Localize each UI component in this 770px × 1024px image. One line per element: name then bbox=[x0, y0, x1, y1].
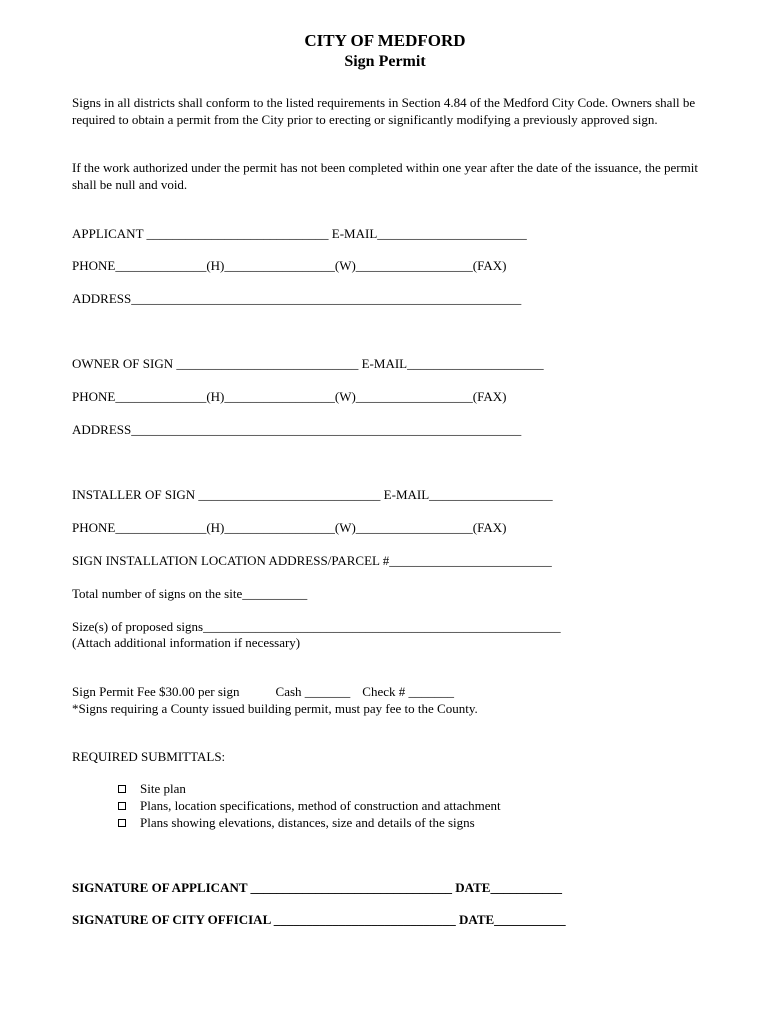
applicant-name-email-field[interactable]: APPLICANT ____________________________ E-MAIL_______________________ bbox=[72, 226, 527, 241]
list-item bbox=[118, 780, 501, 797]
checkbox-icon[interactable] bbox=[118, 819, 126, 827]
city-title: CITY OF MEDFORD bbox=[304, 31, 466, 50]
list-item bbox=[118, 797, 501, 814]
submittals-heading: REQUIRED SUBMITTALS: bbox=[72, 749, 226, 764]
installation-location-field[interactable]: SIGN INSTALLATION LOCATION ADDRESS/PARCEL #_________________________ bbox=[72, 553, 552, 568]
submittals-list bbox=[118, 780, 501, 831]
submittal-label: Plans, location specifications, method of construction and attachment bbox=[140, 797, 501, 813]
owner-name-email-field[interactable]: OWNER OF SIGN ____________________________ E-MAIL_____________________ bbox=[72, 356, 544, 371]
attach-note: (Attach additional information if necessary) bbox=[72, 635, 301, 650]
total-signs-field[interactable]: Total number of signs on the site__________ bbox=[72, 586, 308, 601]
applicant-address-field[interactable]: ADDRESS____________________________________________________________ bbox=[72, 291, 522, 306]
submittal-label: Site plan bbox=[140, 780, 186, 796]
intro-paragraph-1: Signs in all districts shall conform to the listed requirements in Section 4.84 of the Medford City Code. Owners shall be required to obtain a permit from the City prior to erecting or significantly modifying a previously approved sign. bbox=[72, 95, 696, 127]
list-item bbox=[118, 814, 501, 831]
owner-address-field[interactable]: ADDRESS____________________________________________________________ bbox=[72, 422, 522, 437]
fee-label: Sign Permit Fee $30.00 per sign bbox=[72, 684, 240, 699]
installer-name-email-field[interactable]: INSTALLER OF SIGN ____________________________ E-MAIL___________________ bbox=[72, 487, 553, 502]
fee-note: *Signs requiring a County issued building permit, must pay fee to the County. bbox=[72, 701, 478, 716]
city-official-signature-field[interactable]: SIGNATURE OF CITY OFFICIAL ____________________________ DATE___________ bbox=[72, 912, 566, 927]
submittal-label: Plans showing elevations, distances, size and details of the signs bbox=[140, 814, 475, 830]
check-field[interactable]: Check # _______ bbox=[362, 684, 455, 699]
intro-paragraph-2: If the work authorized under the permit has not been completed within one year after the date of the issuance, the permit shall be null and void. bbox=[72, 160, 698, 192]
fee-row bbox=[72, 684, 454, 700]
form-title: Sign Permit bbox=[344, 53, 426, 70]
checkbox-icon[interactable] bbox=[118, 785, 126, 793]
applicant-phone-field[interactable]: PHONE______________(H)_________________(W)__________________(FAX) bbox=[72, 258, 507, 273]
installer-phone-field[interactable]: PHONE______________(H)_________________(W)__________________(FAX) bbox=[72, 520, 507, 535]
owner-phone-field[interactable]: PHONE______________(H)_________________(W)__________________(FAX) bbox=[72, 389, 507, 404]
cash-field[interactable]: Cash _______ bbox=[275, 684, 351, 699]
applicant-signature-field[interactable]: SIGNATURE OF APPLICANT _______________________________ DATE___________ bbox=[72, 880, 562, 895]
sign-size-field[interactable]: Size(s) of proposed signs_______________________________________________________ bbox=[72, 619, 561, 634]
checkbox-icon[interactable] bbox=[118, 802, 126, 810]
